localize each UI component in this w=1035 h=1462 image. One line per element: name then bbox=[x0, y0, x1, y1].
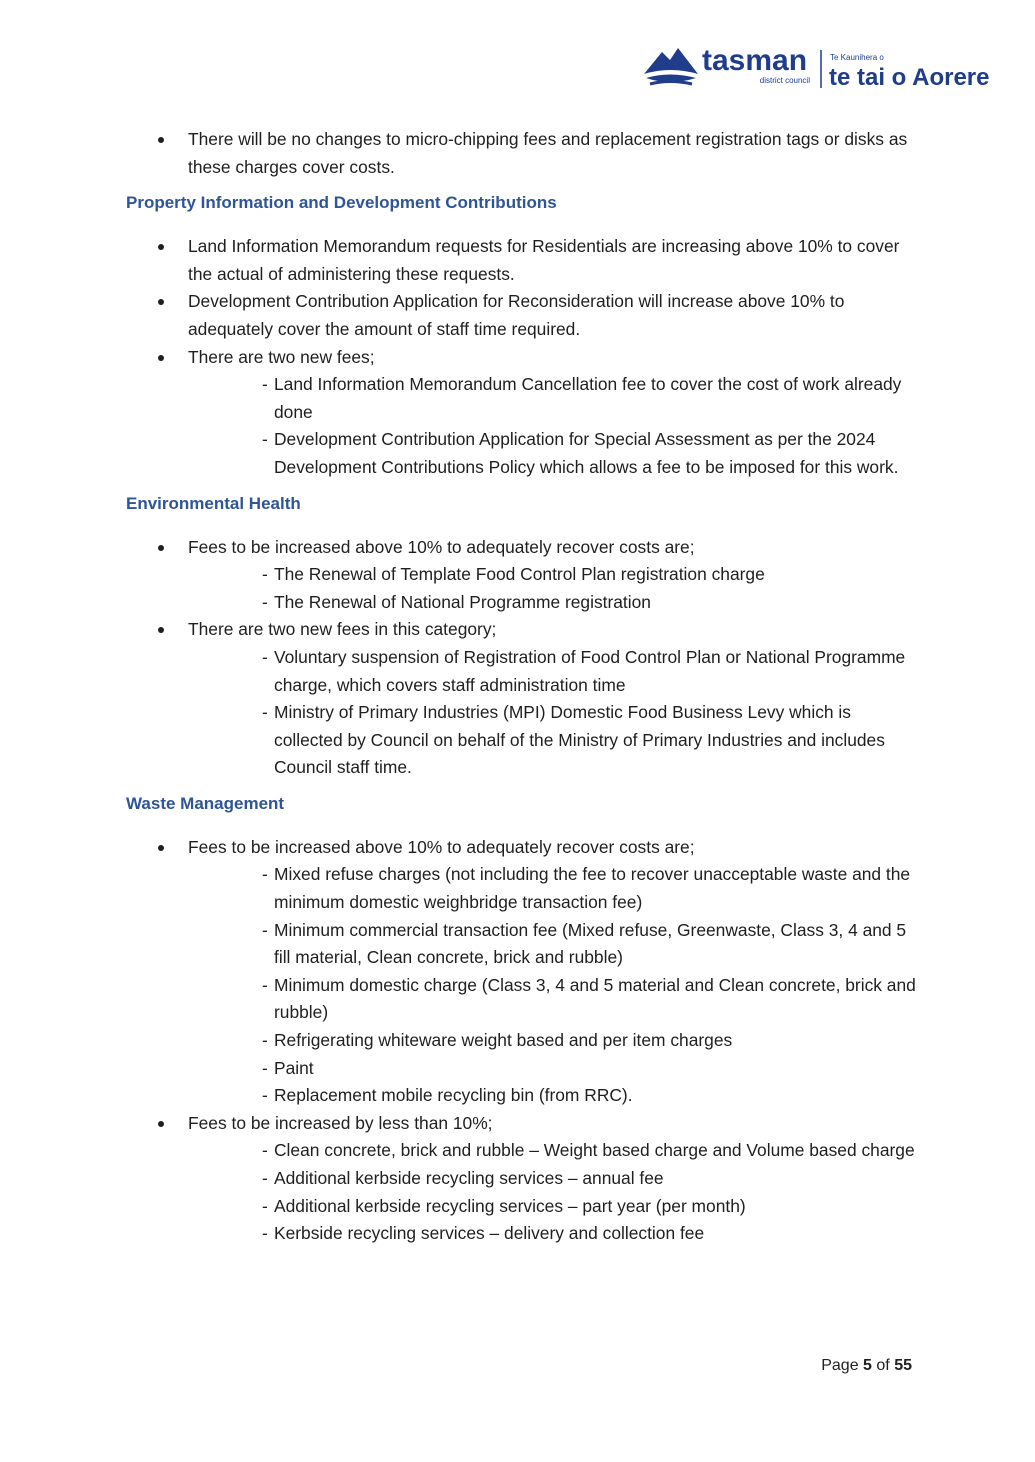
of-word: of bbox=[876, 1357, 890, 1374]
sub-item-text: Ministry of Primary Industries (MPI) Domestic Food Business Levy which is collected by Council on behalf of the Ministry of Primary Industries and includes Council staff time. bbox=[274, 702, 885, 778]
logo-brand-sub: district council bbox=[759, 76, 810, 85]
page-word: Page bbox=[821, 1357, 859, 1374]
sub-item-text: Kerbside recycling services – delivery and collection fee bbox=[274, 1223, 705, 1244]
sub-item-text: The Renewal of Template Food Control Plan registration charge bbox=[274, 564, 765, 585]
bullet-item bbox=[126, 616, 916, 644]
bullet-text: Development Contribution Application for Reconsideration will increase above 10% to adequately cover the amount of staff time required. bbox=[188, 291, 845, 339]
dash-icon: - bbox=[262, 646, 268, 667]
section-heading-waste-management: Waste Management bbox=[126, 793, 285, 813]
dash-icon: - bbox=[262, 1085, 268, 1106]
dash-icon: - bbox=[262, 1030, 268, 1051]
dash-icon: - bbox=[262, 702, 268, 723]
bullet-dot-icon bbox=[158, 355, 164, 361]
tasman-logo bbox=[640, 38, 1005, 94]
dash-icon: - bbox=[262, 374, 268, 395]
bullet-dot-icon bbox=[158, 845, 164, 851]
dash-icon: - bbox=[262, 564, 268, 585]
bullet-list bbox=[126, 233, 916, 371]
bullet-text: There will be no changes to micro-chipping fees and replacement registration tags or disks as these charges cover costs. bbox=[188, 129, 908, 177]
sub-item bbox=[126, 917, 916, 972]
bullet-list bbox=[126, 616, 916, 644]
sub-item bbox=[126, 1137, 916, 1165]
sub-item-text: Minimum commercial transaction fee (Mixed refuse, Greenwaste, Class 3, 4 and 5 fill material, Clean concrete, brick and rubble) bbox=[274, 919, 907, 968]
sub-item bbox=[126, 861, 916, 916]
bullet-item bbox=[126, 344, 916, 372]
sub-item-text: Development Contribution Application for Special Assessment as per the 2024 Development Contributions Policy which allows a fee to be imposed for this work. bbox=[274, 429, 899, 477]
bullet-text: Fees to be increased above 10% to adequately recover costs are; bbox=[188, 536, 695, 557]
page-number: 5 bbox=[863, 1357, 872, 1374]
document-body bbox=[126, 126, 916, 1248]
sub-item-text: Mixed refuse charges (not including the fee to recover unacceptable waste and the minimum domestic weighbridge transaction fee) bbox=[274, 864, 911, 913]
sub-item-text: Refrigerating whiteware weight based and per item charges bbox=[274, 1030, 733, 1051]
sub-list bbox=[126, 861, 916, 1109]
sub-item-text: Paint bbox=[274, 1057, 314, 1078]
sub-item bbox=[126, 1220, 916, 1248]
sub-list bbox=[126, 561, 916, 616]
mountain-logo-icon bbox=[644, 48, 698, 84]
sub-item bbox=[126, 1082, 916, 1110]
sub-item-text: Clean concrete, brick and rubble – Weight based charge and Volume based charge bbox=[274, 1140, 915, 1161]
page-footer bbox=[790, 1354, 912, 1378]
sub-item-text: The Renewal of National Programme registration bbox=[274, 591, 651, 612]
logo-maori-small: Te Kaunihera o bbox=[830, 53, 884, 62]
sub-item bbox=[126, 1165, 916, 1193]
bullet-text: Fees to be increased by less than 10%; bbox=[188, 1112, 493, 1133]
sub-item-text: Additional kerbside recycling services – annual fee bbox=[274, 1168, 664, 1188]
dash-icon: - bbox=[262, 919, 268, 940]
sub-list bbox=[126, 371, 916, 481]
bullet-list bbox=[126, 834, 916, 862]
sub-item bbox=[126, 699, 916, 782]
sub-item bbox=[126, 371, 916, 426]
dash-icon: - bbox=[262, 429, 268, 450]
sub-item bbox=[126, 589, 916, 617]
sub-item-text: Replacement mobile recycling bin (from RRC). bbox=[274, 1085, 633, 1106]
sub-item bbox=[126, 1193, 916, 1221]
sub-item bbox=[126, 644, 916, 699]
sub-item-text: Additional kerbside recycling services – part year (per month) bbox=[274, 1195, 746, 1216]
bullet-list bbox=[126, 534, 916, 562]
bullet-item bbox=[126, 288, 916, 343]
section-heading-environmental-health: Environmental Health bbox=[126, 493, 301, 513]
sub-item bbox=[126, 1027, 916, 1055]
dash-icon: - bbox=[262, 1195, 268, 1216]
sub-list bbox=[126, 1137, 916, 1247]
bullet-item bbox=[126, 834, 916, 862]
sub-item bbox=[126, 561, 916, 589]
bullet-text: Land Information Memorandum requests for Residentials are increasing above 10% to cover the actual of administering these requests. bbox=[188, 236, 900, 284]
dash-icon: - bbox=[262, 591, 268, 612]
dash-icon: - bbox=[262, 864, 268, 885]
sub-item-text: Land Information Memorandum Cancellation fee to cover the cost of work already done bbox=[274, 374, 902, 422]
bullet-item bbox=[126, 534, 916, 562]
sub-item-text: Voluntary suspension of Registration of Food Control Plan or National Programme charge, which covers staff administration time bbox=[274, 646, 906, 695]
sub-item-text: Minimum domestic charge (Class 3, 4 and 5 material and Clean concrete, brick and rubble) bbox=[274, 974, 916, 1023]
sub-item bbox=[126, 972, 916, 1027]
bullet-text: Fees to be increased above 10% to adequately recover costs are; bbox=[188, 836, 695, 857]
bullet-dot-icon bbox=[158, 1121, 164, 1127]
dash-icon: - bbox=[262, 1140, 268, 1161]
bullet-item bbox=[126, 1110, 916, 1138]
dash-icon: - bbox=[262, 974, 268, 995]
logo-brand: tasman bbox=[702, 44, 808, 77]
logo-maori-large: te tai o Aorere bbox=[829, 64, 990, 91]
dash-icon: - bbox=[262, 1223, 268, 1244]
dash-icon: - bbox=[262, 1168, 268, 1188]
bullet-dot-icon bbox=[158, 137, 164, 143]
sub-list bbox=[126, 644, 916, 782]
bullet-text: There are two new fees; bbox=[188, 346, 375, 367]
dash-icon: - bbox=[262, 1057, 268, 1078]
section-heading-property-information: Property Information and Development Contributions bbox=[126, 193, 557, 213]
page-total: 55 bbox=[894, 1357, 912, 1374]
bullet-item bbox=[126, 126, 916, 181]
sub-item bbox=[126, 1055, 916, 1083]
intro-bullet-list bbox=[126, 126, 916, 181]
bullet-dot-icon bbox=[158, 545, 164, 551]
bullet-list bbox=[126, 1110, 916, 1138]
bullet-dot-icon bbox=[158, 244, 164, 250]
bullet-text: There are two new fees in this category; bbox=[188, 619, 497, 640]
sub-item bbox=[126, 426, 916, 481]
bullet-dot-icon bbox=[158, 627, 164, 633]
bullet-item bbox=[126, 233, 916, 288]
bullet-dot-icon bbox=[158, 299, 164, 305]
